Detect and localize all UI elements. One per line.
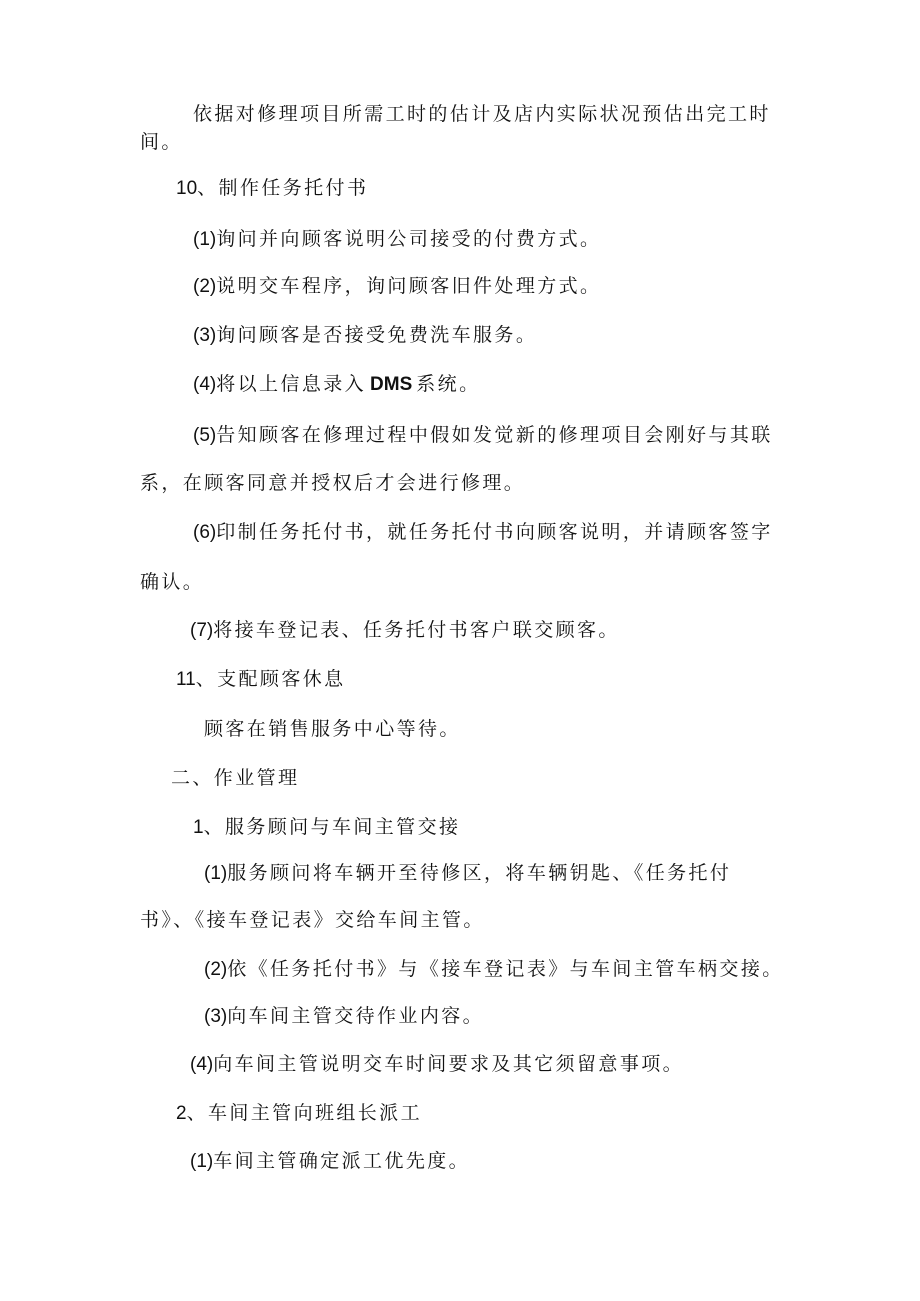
section-heading: 2、车间主管向班组长派工 [176,1102,422,1124]
list-item: (3)向车间主管交待作业内容。 [204,1005,485,1027]
section-heading: 11、支配顾客休息 [176,668,346,690]
paragraph-line: 书》、《接车登记表》交给车间主管。 [140,909,485,931]
list-item: (6)印制任务托付书，就任务托付书向顾客说明，并请顾客签字 [193,521,773,543]
paragraph-line: 确认。 [140,571,205,593]
list-item: (7)将接车登记表、任务托付书客户联交顾客。 [190,619,620,641]
chapter-heading: 二、作业管理 [171,767,300,789]
section-heading: 10、制作任务托付书 [176,177,369,199]
list-item: (2)依《任务托付书》与《接车登记表》与车间主管车柄交接。 [204,958,784,980]
list-item: (1)服务顾问将车辆开至待修区，将车辆钥匙、《任务托付 [204,862,732,884]
list-item: (1)车间主管确定派工优先度。 [190,1150,471,1172]
paragraph-line: 间。 [140,131,183,153]
list-item: (2)说明交车程序，询问顾客旧件处理方式。 [193,275,602,297]
paragraph-line: 顾客在销售服务中心等待。 [204,718,461,740]
paragraph-line: 系，在顾客同意并授权后才会进行修理。 [140,472,526,494]
list-item: (5)告知顾客在修理过程中假如发觉新的修理项目会刚好与其联 [193,424,773,446]
section-heading: 1、服务顾问与车间主管交接 [193,816,461,838]
paragraph-line: 依据对修理项目所需工时的估计及店内实际状况预估出完工时 [193,103,771,125]
list-item: (4)向车间主管说明交车时间要求及其它须留意事项。 [190,1053,685,1075]
list-item: (4)将以上信息录入 DMS 系统。 [193,373,481,395]
list-item: (1)询问并向顾客说明公司接受的付费方式。 [193,228,602,250]
list-item: (3)询问顾客是否接受免费洗车服务。 [193,324,538,346]
